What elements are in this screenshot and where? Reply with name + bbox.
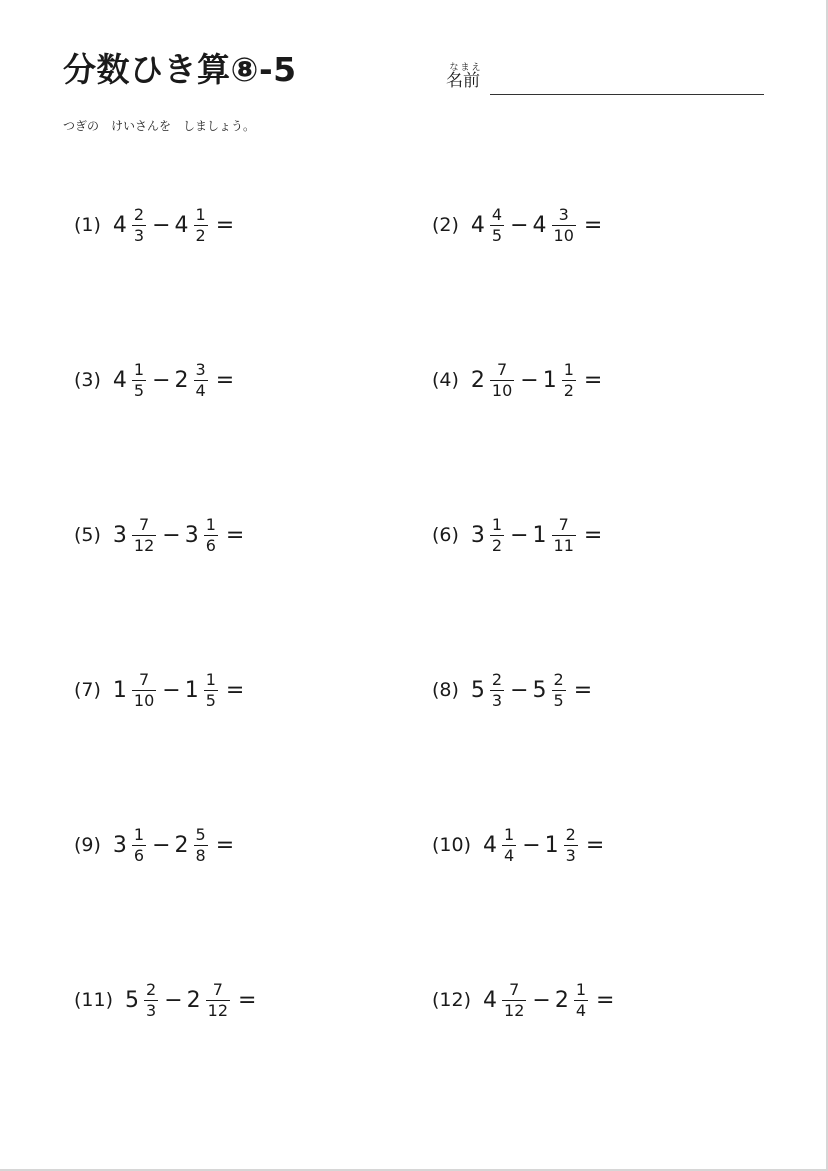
subtrahend-whole: 5 bbox=[532, 677, 547, 703]
problem-number: (9) bbox=[74, 834, 101, 856]
subtrahend-denominator: 5 bbox=[205, 690, 216, 710]
problem-item bbox=[74, 200, 234, 250]
minuend-denominator: 6 bbox=[133, 845, 145, 865]
minus-sign: − bbox=[152, 832, 171, 858]
minuend-denominator: 3 bbox=[491, 690, 503, 710]
minuend-denominator: 5 bbox=[133, 380, 145, 400]
minuend-whole: 4 bbox=[112, 367, 127, 393]
name-write-line bbox=[490, 94, 764, 95]
equals-sign: = bbox=[215, 212, 235, 238]
equals-sign: = bbox=[215, 367, 235, 393]
minuend-denominator: 12 bbox=[133, 535, 155, 555]
minuend-numerator: 7 bbox=[509, 979, 520, 999]
problem-number: (5) bbox=[74, 524, 101, 546]
minuend-whole: 2 bbox=[470, 367, 485, 393]
minuend-fraction bbox=[132, 361, 146, 400]
minuend-numerator: 2 bbox=[146, 979, 157, 999]
minuend-whole: 3 bbox=[112, 832, 127, 858]
minuend-fraction bbox=[132, 826, 146, 865]
subtrahend-fraction bbox=[194, 361, 208, 400]
subtrahend-fraction bbox=[194, 826, 208, 865]
problem-number: (1) bbox=[74, 214, 101, 236]
minuend-fraction bbox=[132, 671, 156, 710]
problem-item bbox=[432, 510, 602, 560]
equals-sign: = bbox=[238, 987, 257, 1013]
subtrahend-whole: 1 bbox=[184, 677, 199, 703]
subtrahend-fraction bbox=[206, 981, 230, 1020]
minuend-whole: 5 bbox=[125, 987, 140, 1013]
minuend-numerator: 7 bbox=[497, 359, 508, 379]
minuend-fraction bbox=[502, 981, 526, 1020]
minuend-numerator: 4 bbox=[491, 204, 503, 224]
subtrahend-whole: 2 bbox=[186, 987, 201, 1013]
subtrahend-fraction bbox=[562, 361, 576, 400]
minuend-numerator: 1 bbox=[491, 514, 503, 534]
minuend-denominator: 10 bbox=[133, 690, 155, 710]
subtrahend-numerator: 1 bbox=[575, 979, 586, 999]
subtrahend-denominator: 4 bbox=[575, 1000, 586, 1020]
minuend-fraction bbox=[490, 361, 514, 400]
minuend-numerator: 2 bbox=[133, 204, 145, 224]
minuend-denominator: 5 bbox=[491, 225, 503, 245]
problem-number: (10) bbox=[432, 834, 472, 856]
minuend-whole: 1 bbox=[112, 677, 127, 703]
subtrahend-denominator: 2 bbox=[195, 225, 206, 245]
problem-number: (3) bbox=[74, 369, 101, 391]
minuend-denominator: 10 bbox=[491, 380, 513, 400]
subtrahend-numerator: 2 bbox=[565, 824, 576, 844]
minuend-whole: 3 bbox=[112, 522, 127, 548]
subtrahend-fraction bbox=[194, 206, 208, 245]
equals-sign: = bbox=[583, 212, 603, 238]
minuend-numerator: 1 bbox=[504, 824, 515, 844]
minuend-denominator: 4 bbox=[504, 845, 515, 865]
subtrahend-denominator: 6 bbox=[205, 535, 216, 555]
problem-item bbox=[432, 975, 614, 1025]
minus-sign: − bbox=[164, 987, 183, 1013]
minuend-fraction bbox=[132, 206, 146, 245]
subtrahend-whole: 3 bbox=[184, 522, 199, 548]
subtrahend-fraction bbox=[552, 206, 576, 245]
minus-sign: − bbox=[510, 677, 529, 703]
subtrahend-whole: 4 bbox=[174, 212, 189, 238]
subtrahend-fraction bbox=[204, 516, 218, 555]
minuend-numerator: 7 bbox=[139, 669, 150, 689]
equals-sign: = bbox=[596, 987, 615, 1013]
subtrahend-whole: 1 bbox=[532, 522, 547, 548]
subtrahend-whole: 2 bbox=[174, 832, 189, 858]
equals-sign: = bbox=[583, 522, 603, 548]
subtrahend-fraction bbox=[552, 671, 566, 710]
minus-sign: − bbox=[522, 832, 541, 858]
equals-sign: = bbox=[583, 367, 603, 393]
problem-item bbox=[432, 355, 602, 405]
minuend-fraction bbox=[144, 981, 158, 1020]
problem-number: (7) bbox=[74, 679, 101, 701]
minuend-denominator: 3 bbox=[133, 225, 145, 245]
minuend-whole: 4 bbox=[483, 987, 498, 1013]
subtrahend-whole: 1 bbox=[544, 832, 559, 858]
minuend-numerator: 7 bbox=[139, 514, 150, 534]
problem-item bbox=[74, 665, 244, 715]
minus-sign: − bbox=[510, 212, 529, 238]
subtrahend-denominator: 5 bbox=[553, 690, 564, 710]
subtrahend-denominator: 3 bbox=[565, 845, 576, 865]
minuend-whole: 4 bbox=[470, 212, 485, 238]
subtrahend-fraction bbox=[564, 826, 578, 865]
equals-sign: = bbox=[215, 832, 235, 858]
problem-number: (6) bbox=[432, 524, 459, 546]
name-ruby: なまえ bbox=[449, 63, 483, 73]
subtrahend-numerator: 1 bbox=[195, 204, 206, 224]
page-title: 分数ひき算⑧-5 bbox=[63, 50, 297, 89]
minus-sign: − bbox=[152, 212, 171, 238]
problem-number: (8) bbox=[432, 679, 459, 701]
subtrahend-numerator: 3 bbox=[558, 204, 569, 224]
minus-sign: − bbox=[532, 987, 551, 1013]
minuend-fraction bbox=[132, 516, 156, 555]
subtrahend-numerator: 1 bbox=[563, 359, 574, 379]
minuend-denominator: 3 bbox=[146, 1000, 157, 1020]
minuend-whole: 3 bbox=[470, 522, 485, 548]
subtrahend-numerator: 3 bbox=[195, 359, 206, 379]
subtrahend-denominator: 8 bbox=[195, 845, 206, 865]
equals-sign: = bbox=[573, 677, 593, 703]
minuend-numerator: 2 bbox=[491, 669, 503, 689]
subtrahend-fraction bbox=[574, 981, 588, 1020]
problem-number: (4) bbox=[432, 369, 459, 391]
minuend-whole: 4 bbox=[112, 212, 127, 238]
subtrahend-numerator: 2 bbox=[553, 669, 564, 689]
subtrahend-denominator: 10 bbox=[553, 225, 574, 245]
problem-item bbox=[432, 200, 602, 250]
equals-sign: = bbox=[225, 522, 245, 548]
subtrahend-whole: 1 bbox=[542, 367, 557, 393]
subtrahend-numerator: 5 bbox=[195, 824, 206, 844]
subtrahend-fraction bbox=[552, 516, 576, 555]
subtrahend-whole: 2 bbox=[554, 987, 569, 1013]
subtrahend-denominator: 4 bbox=[195, 380, 206, 400]
minuend-whole: 5 bbox=[470, 677, 485, 703]
problem-item bbox=[74, 975, 256, 1025]
minuend-whole: 4 bbox=[483, 832, 498, 858]
minus-sign: − bbox=[520, 367, 539, 393]
minuend-numerator: 1 bbox=[133, 359, 145, 379]
name-label: 名前 bbox=[446, 71, 480, 91]
problem-item bbox=[74, 820, 234, 870]
minuend-numerator: 1 bbox=[133, 824, 145, 844]
problem-number: (12) bbox=[432, 989, 472, 1011]
subtrahend-numerator: 7 bbox=[558, 514, 569, 534]
minuend-fraction bbox=[490, 671, 504, 710]
problem-item bbox=[74, 355, 234, 405]
minuend-fraction bbox=[490, 206, 504, 245]
subtrahend-numerator: 1 bbox=[205, 669, 216, 689]
subtrahend-whole: 2 bbox=[174, 367, 189, 393]
problem-item bbox=[74, 510, 244, 560]
minus-sign: − bbox=[510, 522, 529, 548]
subtrahend-denominator: 2 bbox=[563, 380, 574, 400]
subtrahend-fraction bbox=[204, 671, 218, 710]
minuend-fraction bbox=[502, 826, 516, 865]
subtrahend-denominator: 11 bbox=[553, 535, 574, 555]
minuend-fraction bbox=[490, 516, 504, 555]
equals-sign: = bbox=[225, 677, 245, 703]
problem-number: (11) bbox=[74, 989, 114, 1011]
minuend-denominator: 2 bbox=[491, 535, 503, 555]
minus-sign: − bbox=[162, 677, 181, 703]
subtrahend-numerator: 1 bbox=[205, 514, 216, 534]
equals-sign: = bbox=[585, 832, 605, 858]
name-field bbox=[446, 60, 766, 100]
subtrahend-numerator: 7 bbox=[212, 979, 223, 999]
problem-item bbox=[432, 665, 592, 715]
minuend-denominator: 12 bbox=[504, 1000, 525, 1020]
instructions: つぎの けいさんを しましょう。 bbox=[63, 119, 256, 133]
problem-number: (2) bbox=[432, 214, 459, 236]
problem-item bbox=[432, 820, 604, 870]
subtrahend-whole: 4 bbox=[532, 212, 547, 238]
minus-sign: − bbox=[162, 522, 181, 548]
subtrahend-denominator: 12 bbox=[207, 1000, 228, 1020]
minus-sign: − bbox=[152, 367, 171, 393]
